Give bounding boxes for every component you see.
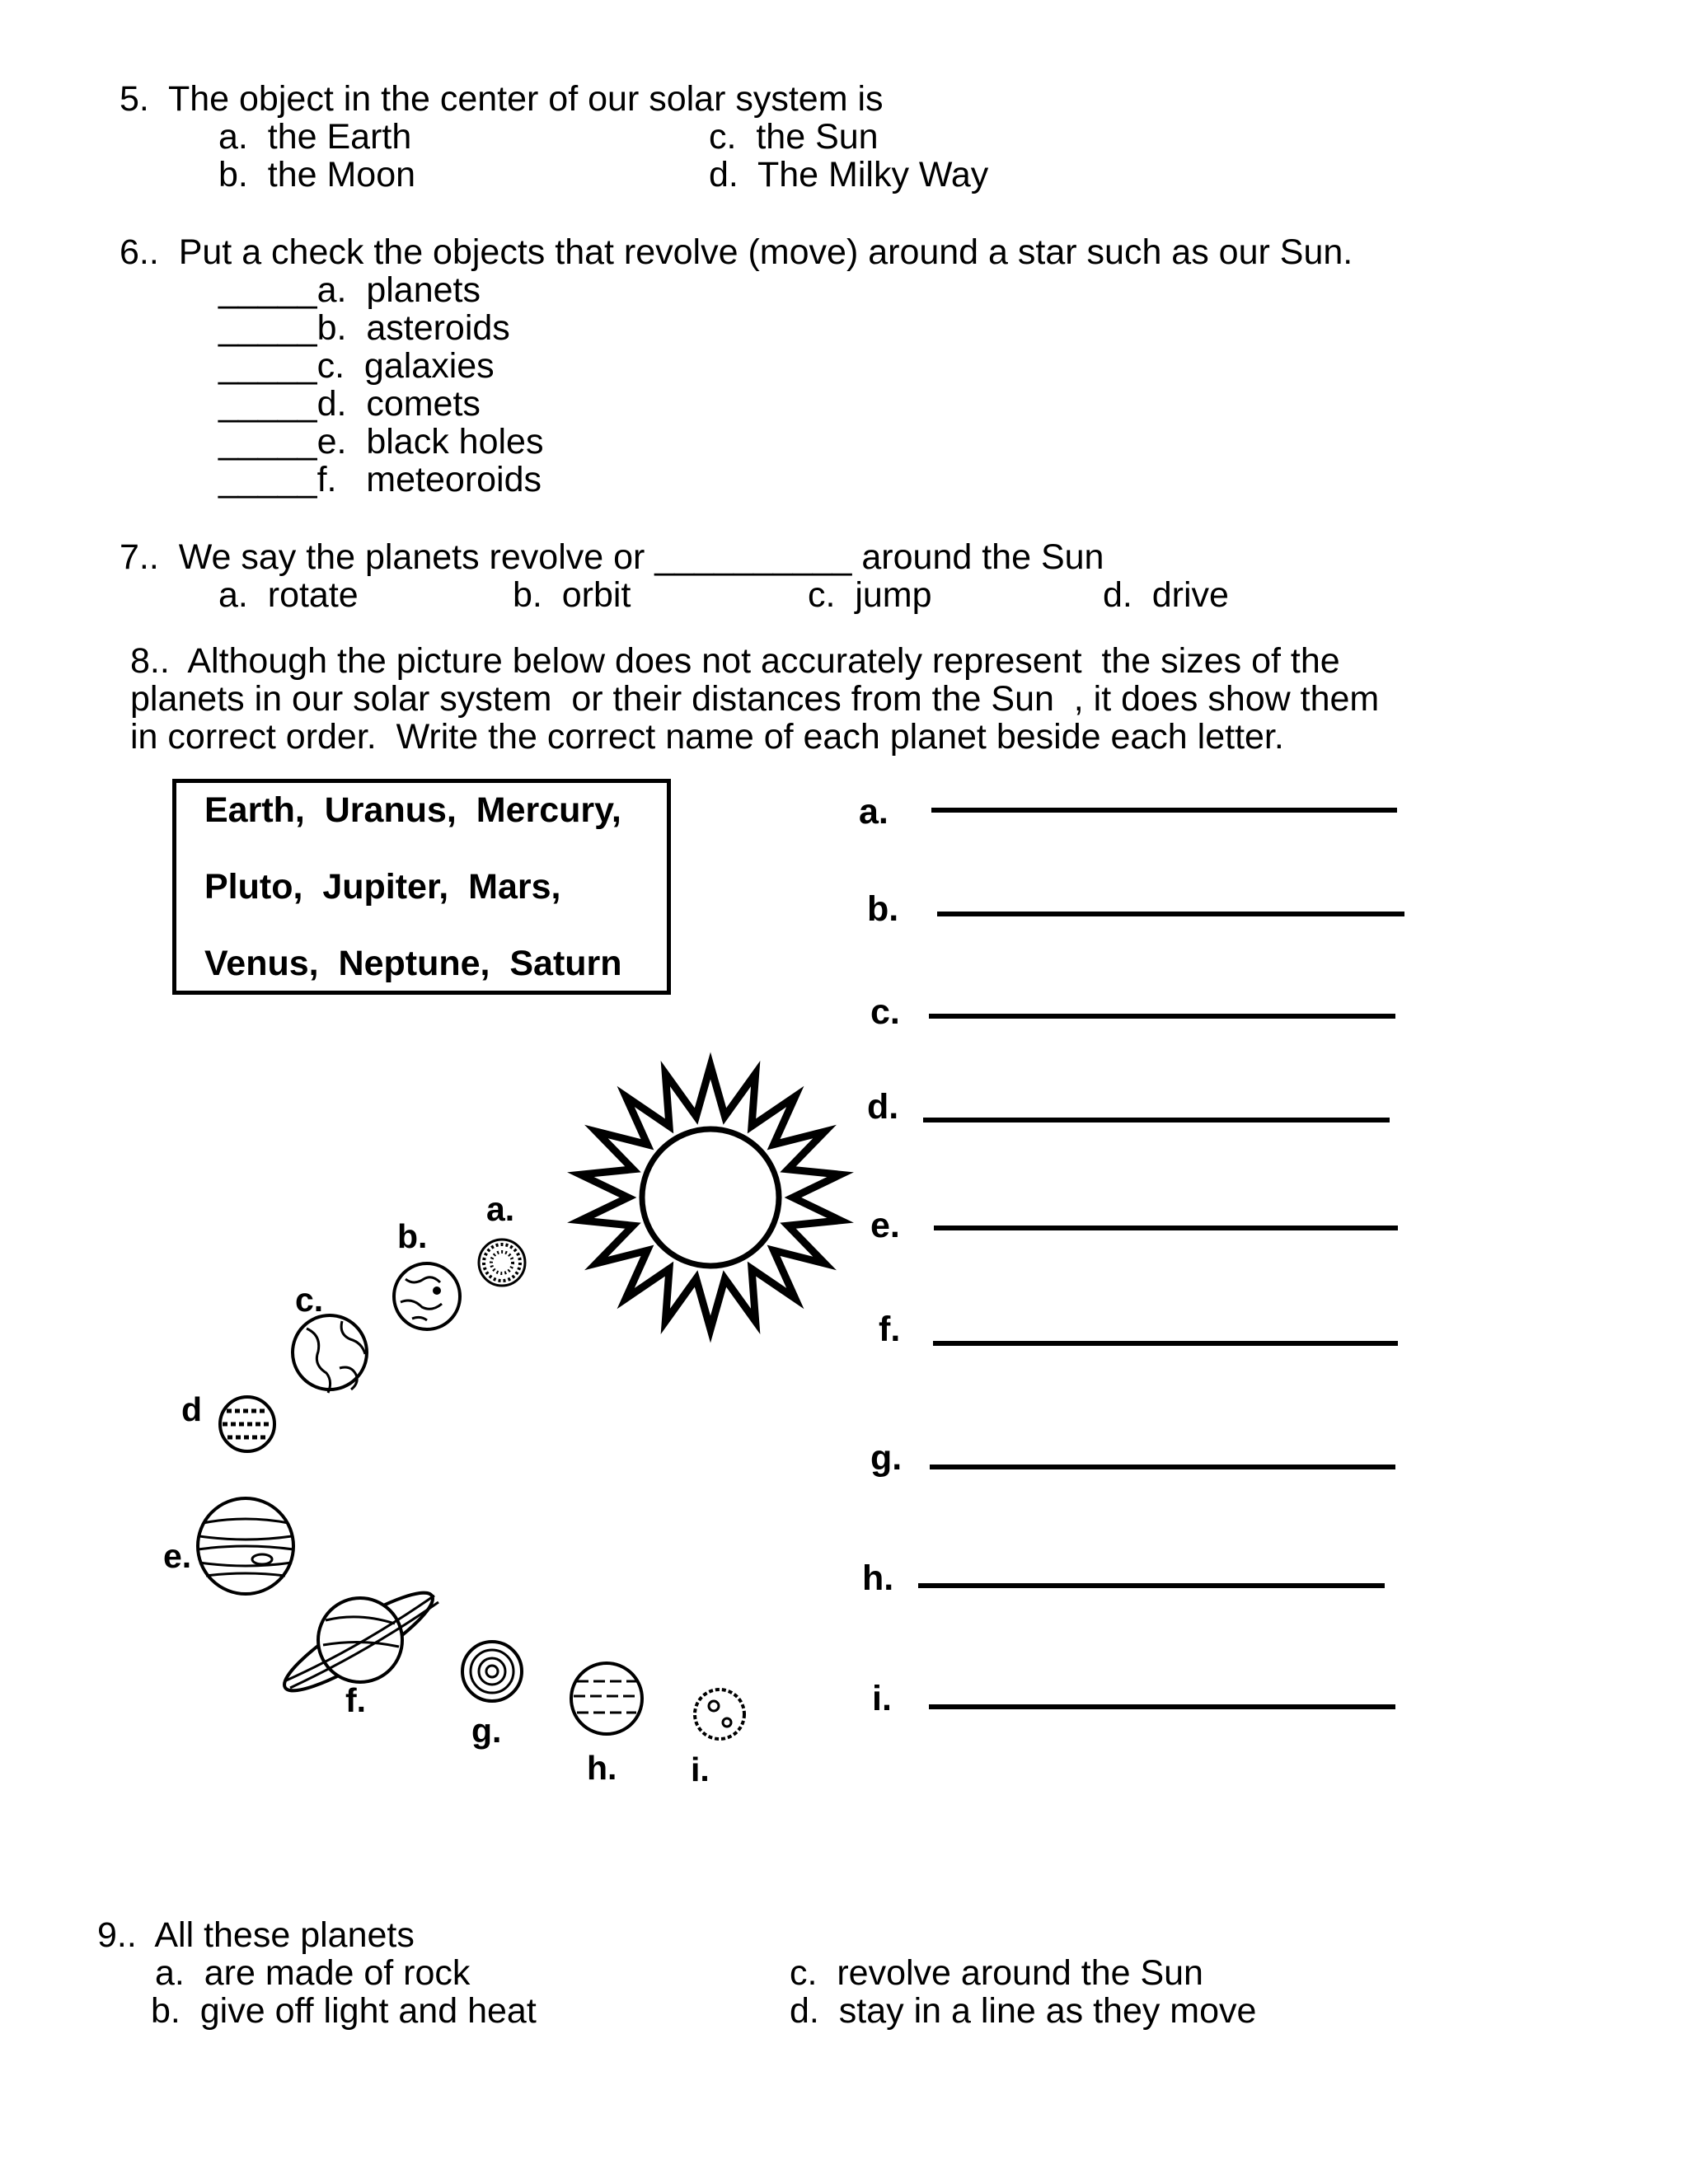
answer-letter-h: h. bbox=[862, 1558, 894, 1598]
diagram-label-c: c. bbox=[295, 1281, 324, 1319]
answer-letter-a: a. bbox=[859, 792, 889, 832]
planet-e-icon bbox=[198, 1498, 293, 1594]
planet-c-icon bbox=[293, 1315, 367, 1393]
planet-d-icon bbox=[220, 1397, 274, 1451]
q6-item-a[interactable]: _____a. planets bbox=[218, 270, 481, 310]
q9-question: 9.. All these planets bbox=[97, 1915, 415, 1955]
q6-item-b[interactable]: _____b. asteroids bbox=[218, 308, 510, 348]
word-bank-line2: Pluto, Jupiter, Mars, bbox=[204, 867, 561, 907]
q7-option-c: c. jump bbox=[808, 575, 932, 615]
q5-option-b: b. the Moon bbox=[218, 155, 416, 194]
q5-question: 5. The object in the center of our solar system is bbox=[120, 79, 884, 119]
answer-letter-e: e. bbox=[870, 1206, 900, 1245]
q5-option-a: a. the Earth bbox=[218, 117, 412, 157]
answer-letter-i: i. bbox=[872, 1679, 892, 1718]
diagram-label-g: g. bbox=[471, 1712, 502, 1750]
q6-item-c[interactable]: _____c. galaxies bbox=[218, 346, 495, 386]
q6-item-d[interactable]: _____d. comets bbox=[218, 384, 481, 424]
q5-option-c: c. the Sun bbox=[709, 117, 879, 157]
diagram-label-i: i. bbox=[691, 1750, 710, 1788]
q7-option-b: b. orbit bbox=[513, 575, 631, 615]
q8-text-line2: planets in our solar system or their distances from the Sun , it does show them bbox=[130, 679, 1380, 719]
answer-letter-c: c. bbox=[870, 992, 900, 1032]
q9-option-a: a. are made of rock bbox=[155, 1953, 471, 1993]
q6-question: 6.. Put a check the objects that revolve (move) around a star such as our Sun. bbox=[120, 232, 1353, 272]
q7-option-d: d. drive bbox=[1103, 575, 1229, 615]
word-bank-line3: Venus, Neptune, Saturn bbox=[204, 944, 622, 983]
q7-option-a: a. rotate bbox=[218, 575, 359, 615]
answer-letter-g: g. bbox=[870, 1438, 903, 1478]
diagram-label-a: a. bbox=[486, 1190, 515, 1228]
answer-letter-b: b. bbox=[867, 889, 899, 929]
q6-item-f[interactable]: _____f. meteoroids bbox=[218, 460, 542, 499]
q7-question: 7.. We say the planets revolve or __________ around the Sun bbox=[120, 537, 1104, 577]
q8-text-line1: 8.. Although the picture below does not accurately represent the sizes of the bbox=[130, 641, 1340, 681]
diagram-label-e: e. bbox=[163, 1537, 192, 1575]
q8-text-line3: in correct order. Write the correct name of each planet beside each letter. bbox=[130, 717, 1284, 757]
answer-letter-d: d. bbox=[867, 1087, 899, 1127]
planet-i-icon bbox=[695, 1690, 744, 1739]
word-bank-line1: Earth, Uranus, Mercury, bbox=[204, 790, 621, 830]
diagram-label-d: d bbox=[181, 1390, 203, 1428]
q9-option-d: d. stay in a line as they move bbox=[790, 1991, 1257, 2031]
diagram-label-h: h. bbox=[587, 1749, 617, 1787]
planet-g-icon bbox=[462, 1642, 522, 1701]
diagram-label-f: f. bbox=[345, 1681, 367, 1719]
planet-b-icon bbox=[394, 1263, 460, 1329]
diagram-label-b: b. bbox=[397, 1217, 428, 1255]
q6-item-e[interactable]: _____e. black holes bbox=[218, 422, 544, 462]
planet-a-icon bbox=[479, 1240, 525, 1286]
q5-option-d: d. The Milky Way bbox=[709, 155, 989, 194]
q9-option-b: b. give off light and heat bbox=[151, 1991, 537, 2031]
answer-letter-f: f. bbox=[879, 1310, 901, 1349]
q9-option-c: c. revolve around the Sun bbox=[790, 1953, 1203, 1993]
planet-h-icon bbox=[571, 1663, 642, 1734]
sun-icon bbox=[580, 1066, 840, 1329]
